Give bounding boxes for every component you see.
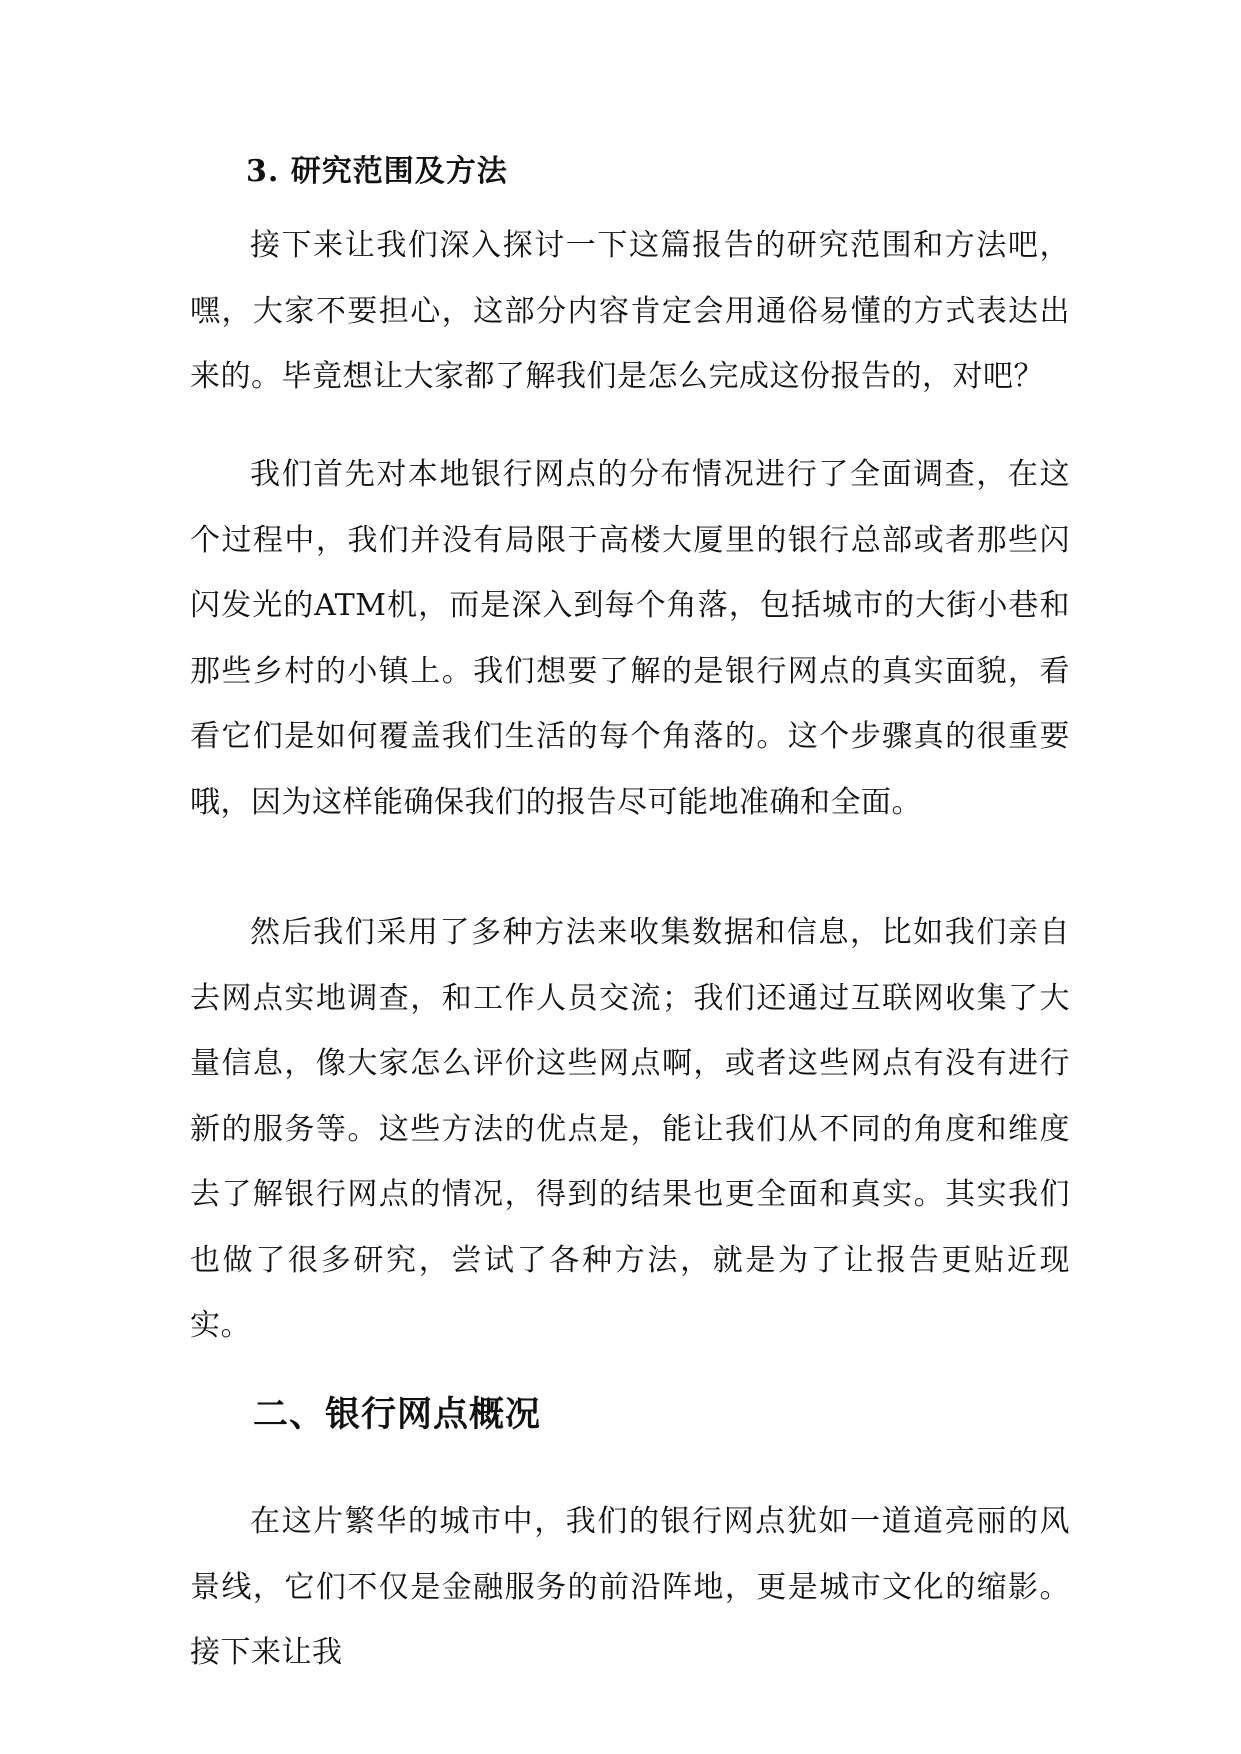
subsection-heading: 3. 研究范围及方法: [246, 154, 508, 189]
section-heading: 二、银行网点概况: [253, 1394, 542, 1435]
paragraph-research-scope-intro: 接下来让我们深入探讨一下这篇报告的研究范围和方法吧，嘿，大家不要担心，这部分内容肯定会用通俗易懂的方式表达出来的。毕竟想让大家都了解我们是怎么完成这份报告的，对吧？: [190, 228, 1070, 394]
paragraph-bank-network-overview: 在这片繁华的城市中，我们的银行网点犹如一道道亮丽的风景线，它们不仅是金融服务的前沿阵地，更是城市文化的缩影。接下来让我: [190, 1504, 1070, 1670]
paragraph-network-survey: 我们首先对本地银行网点的分布情况进行了全面调查，在这个过程中，我们并没有局限于高楼大厦里的银行总部或者那些闪闪发光的ATM机，而是深入到每个角落，包括城市的大街小巷和那些乡村的小镇上。我们想要了解的是银行网点的真实面貌，看看它们是如何覆盖我们生活的每个角落的。这个步骤真的很重要哦，因为这样能确保我们的报告尽可能地准确和全面。: [190, 457, 1070, 820]
paragraph-data-collection-methods: 然后我们采用了多种方法来收集数据和信息，比如我们亲自去网点实地调查，和工作人员交流；我们还通过互联网收集了大量信息，像大家怎么评价这些网点啊，或者这些网点有没有进行新的服务等。这些方法的优点是，能让我们从不同的角度和维度去了解银行网点的情况，得到的结果也更全面和真实。其实我们也做了很多研究，尝试了各种方法，就是为了让报告更贴近现实。: [190, 915, 1070, 1343]
